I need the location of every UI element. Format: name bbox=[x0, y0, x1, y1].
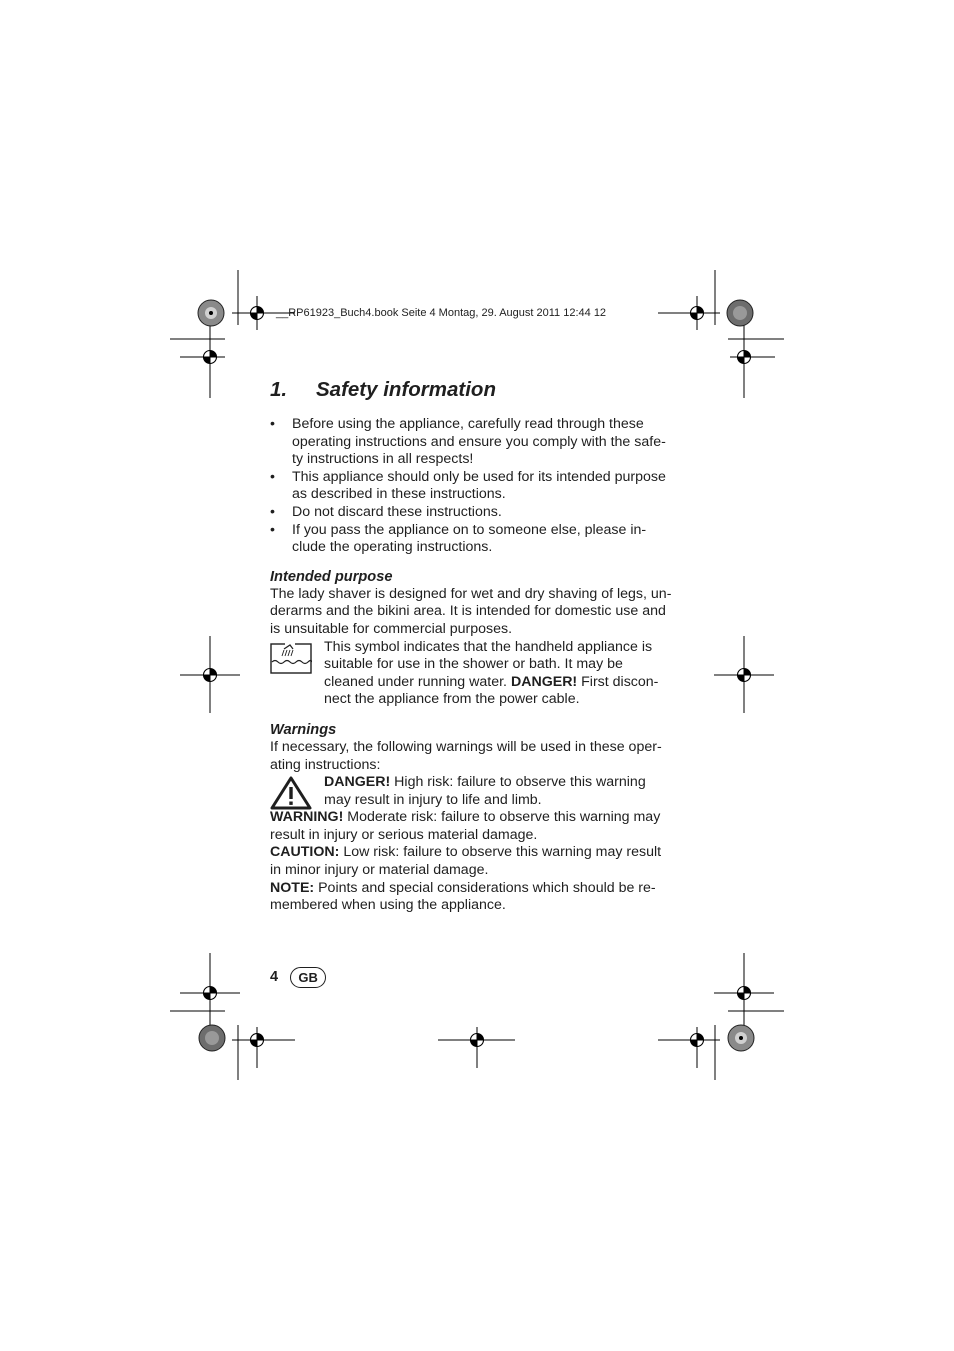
caution-label: CAUTION: bbox=[270, 844, 340, 861]
warning-triangle-icon bbox=[270, 776, 312, 810]
section-title: Safety information bbox=[316, 378, 496, 401]
shower-symbol-note bbox=[270, 639, 674, 709]
list-item: • If you pass the appliance on to someone else, please in-clude the operating instructions. bbox=[270, 522, 674, 557]
shower-bath-icon bbox=[270, 641, 312, 675]
danger-label: DANGER! bbox=[510, 673, 578, 690]
danger-label: DANGER! bbox=[324, 774, 391, 791]
page-footer bbox=[270, 966, 326, 988]
danger-text: DANGER! High risk: failure to observe this warning may result in injury to life and limb. bbox=[324, 774, 646, 808]
list-item: • Do not discard these instructions. bbox=[270, 504, 674, 522]
warnings-heading: Warnings bbox=[270, 721, 337, 738]
warning-definition: WARNING! Moderate risk: failure to observe this warning may result in injury or serious material damage. bbox=[270, 809, 661, 843]
intended-purpose-heading: Intended purpose bbox=[270, 568, 393, 585]
page-number: 4 bbox=[270, 969, 279, 985]
list-item: • This appliance should only be used for its intended purpose as described in these instructions. bbox=[270, 469, 674, 504]
warning-label: WARNING! bbox=[270, 809, 344, 826]
note-definition: NOTE: Points and special considerations which should be re-membered when using the appliance. bbox=[270, 879, 656, 914]
language-badge: GB bbox=[290, 967, 326, 988]
print-slug: __RP61923_Buch4.book Seite 4 Montag, 29. August 2011 12:44 12 bbox=[276, 307, 607, 319]
intended-purpose-text: The lady shaver is designed for wet and dry shaving of legs, un-derarms and the bikini area. It is intended for domestic use and is unsuitable for commercial purposes. bbox=[270, 585, 672, 637]
danger-note bbox=[270, 774, 674, 809]
shower-symbol-text: This symbol indicates that the handheld appliance is suitable for use in the shower or bath. It may be cleaned under running water. DANGER! First discon-nect the appliance from the power cable. bbox=[324, 638, 659, 708]
caution-definition: CAUTION: Low risk: failure to observe this warning may result in minor injury or material damage. bbox=[270, 844, 662, 879]
warnings-intro: If necessary, the following warnings will be used in these oper-ating instructions: bbox=[270, 738, 662, 773]
section-number: 1. bbox=[270, 378, 288, 401]
page-title bbox=[270, 378, 496, 402]
content-column bbox=[270, 416, 674, 915]
note-label: NOTE: bbox=[270, 879, 315, 896]
bullet-list bbox=[270, 416, 674, 557]
list-item: • Before using the appliance, carefully read through these operating instructions and ensure you comply with the safe-ty instructions in all respects! bbox=[270, 416, 674, 469]
